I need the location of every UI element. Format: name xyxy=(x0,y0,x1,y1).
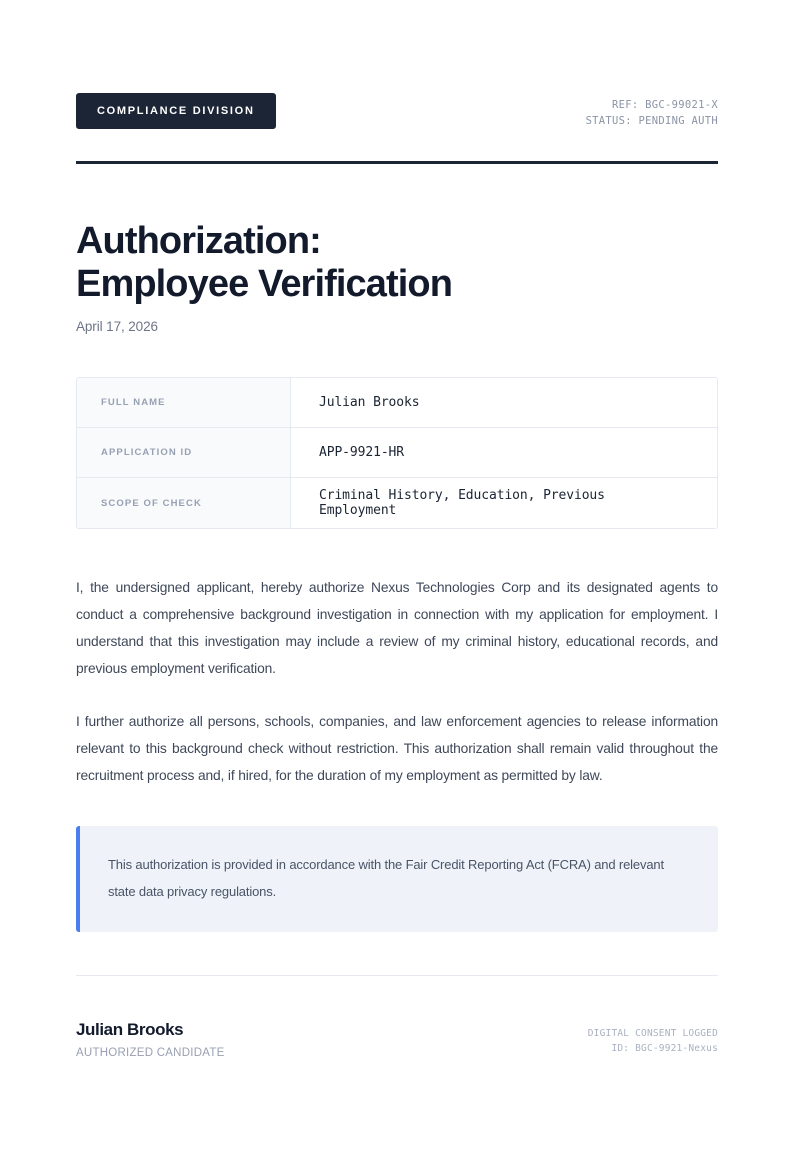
table-row xyxy=(77,428,717,478)
row-value: Criminal History, Education, Previous Employment xyxy=(291,478,717,528)
table-row xyxy=(77,378,717,428)
header-reference-block xyxy=(586,93,718,130)
row-label: FULL NAME xyxy=(77,378,291,427)
body-copy xyxy=(76,529,718,789)
callout-text: This authorization is provided in accordance with the Fair Credit Reporting Act (FCRA) and relevant state data privacy regulations. xyxy=(108,857,664,900)
document-footer xyxy=(76,976,718,1058)
document-header xyxy=(76,0,718,130)
body-paragraph: I further authorize all persons, schools, companies, and law enforcement agencies to release information relevant to this background check without restriction. This authorization shall remain valid throughout the recruitment process and, if hired, for the duration of my employment as permitted by law. xyxy=(76,714,718,784)
document-date: April 17, 2026 xyxy=(76,319,158,335)
signature-name: Julian Brooks xyxy=(76,1020,184,1040)
consent-log-block xyxy=(588,1026,718,1058)
reference-number: REF: BGC-99021-X xyxy=(612,99,718,111)
signature-block xyxy=(76,1020,225,1058)
consent-log-id: ID: BGC-9921-Nexus xyxy=(611,1043,718,1055)
page-title-line-2: Employee Verification xyxy=(76,262,453,305)
row-label: APPLICATION ID xyxy=(77,428,291,477)
row-label: SCOPE OF CHECK xyxy=(77,478,291,528)
fcra-notice-callout xyxy=(76,826,718,932)
table-row xyxy=(77,478,717,528)
row-value: Julian Brooks xyxy=(291,378,717,427)
row-value: APP-9921-HR xyxy=(291,428,717,477)
page-title xyxy=(76,220,718,307)
page-title-line-1: Authorization: xyxy=(76,219,321,262)
compliance-division-badge: COMPLIANCE DIVISION xyxy=(76,93,276,129)
body-paragraph: I, the undersigned applicant, hereby authorize Nexus Technologies Corp and its designated agents to conduct a comprehensive background investigation in connection with my application for employment. I understand that this investigation may include a review of my criminal history, educational records, and previous employment verification. xyxy=(76,580,718,677)
applicant-info-table xyxy=(76,377,718,529)
title-block xyxy=(76,164,718,335)
signature-role: AUTHORIZED CANDIDATE xyxy=(76,1046,225,1059)
consent-log-status: DIGITAL CONSENT LOGGED xyxy=(587,1028,718,1040)
status-line: STATUS: PENDING AUTH xyxy=(585,115,718,128)
